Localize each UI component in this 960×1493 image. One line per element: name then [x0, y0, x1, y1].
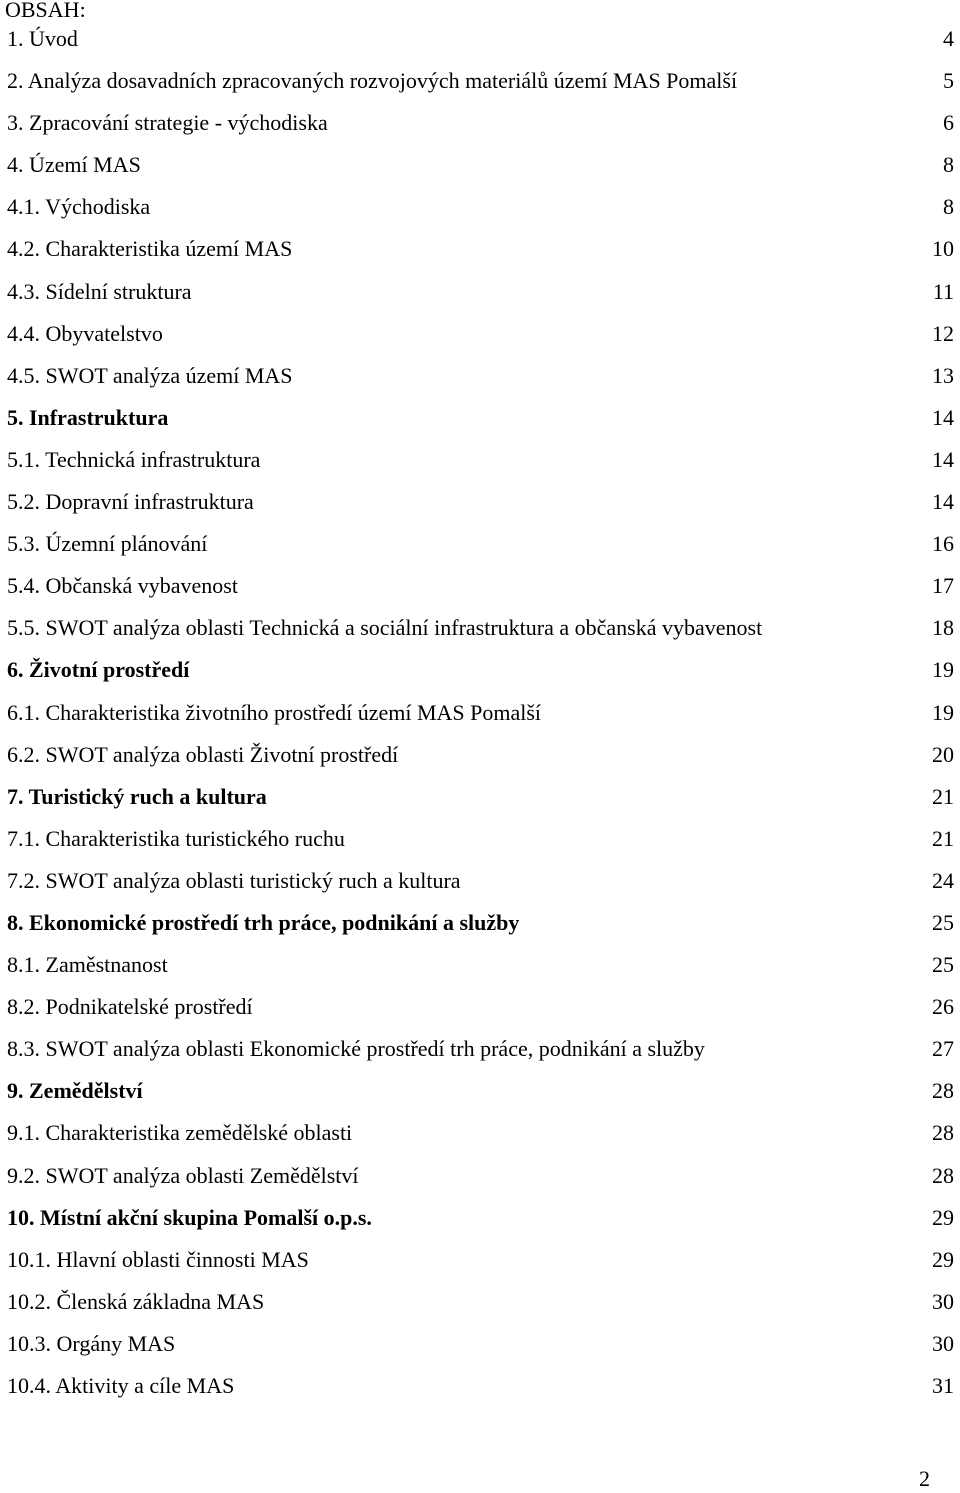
- toc-entry[interactable]: [0, 944, 960, 986]
- toc-entry-title: 4.3. Sídelní struktura: [7, 278, 192, 304]
- toc-entry-page-number: 17: [932, 573, 954, 599]
- toc-entry[interactable]: [0, 1028, 960, 1070]
- toc-entry-page-number: 29: [932, 1246, 954, 1272]
- footer-page-number: 2: [919, 1466, 930, 1491]
- toc-entry-title: 4.4. Obyvatelstvo: [7, 320, 163, 346]
- toc-entry-page-number: 28: [932, 1120, 954, 1146]
- toc-entry-page-number: 18: [932, 615, 954, 641]
- toc-entry-page-number: 5: [943, 68, 954, 94]
- toc-entry[interactable]: [0, 986, 960, 1028]
- toc-entry-title: 8. Ekonomické prostředí trh práce, podnikání a služby: [7, 909, 520, 935]
- toc-entry-title: 9.2. SWOT analýza oblasti Zemědělství: [7, 1162, 359, 1188]
- toc-entry-title: 7. Turistický ruch a kultura: [7, 783, 267, 809]
- toc-entry[interactable]: [0, 1281, 960, 1323]
- toc-entry-title: 3. Zpracování strategie - východiska: [7, 110, 328, 136]
- toc-entry-page-number: 8: [943, 152, 954, 178]
- toc-entry[interactable]: [0, 1070, 960, 1112]
- toc-entry[interactable]: [0, 1112, 960, 1154]
- toc-entry-page-number: 31: [932, 1373, 954, 1398]
- toc-entry[interactable]: [0, 1365, 960, 1407]
- toc-entry-title: 9. Zemědělství: [7, 1078, 143, 1104]
- toc-entry[interactable]: [0, 60, 960, 102]
- toc-entry[interactable]: [0, 1197, 960, 1239]
- toc-entry[interactable]: [0, 1323, 960, 1365]
- toc-entry[interactable]: [0, 186, 960, 228]
- toc-entry[interactable]: [0, 607, 960, 649]
- toc-entry-title: 5.2. Dopravní infrastruktura: [7, 489, 254, 515]
- toc-entry[interactable]: [0, 144, 960, 186]
- toc-entry-title: 10.4. Aktivity a cíle MAS: [7, 1373, 235, 1398]
- toc-entry[interactable]: [0, 1239, 960, 1281]
- toc-entry[interactable]: [0, 228, 960, 270]
- toc-entry-page-number: 19: [932, 657, 954, 683]
- toc-entry-title: 8.3. SWOT analýza oblasti Ekonomické prostředí trh práce, podnikání a služby: [7, 1036, 705, 1062]
- toc-entry-title: 2. Analýza dosavadních zpracovaných rozvojových materiálů území MAS Pomalší: [7, 68, 738, 94]
- toc-entry-title: 6. Životní prostředí: [7, 657, 190, 683]
- toc-entry-page-number: 12: [932, 320, 954, 346]
- toc-entry[interactable]: [0, 776, 960, 818]
- toc-entry-title: 8.2. Podnikatelské prostředí: [7, 994, 253, 1020]
- toc-entry-page-number: 14: [932, 404, 954, 430]
- toc-entry-title: 5.5. SWOT analýza oblasti Technická a sociální infrastruktura a občanská vybavenost: [7, 615, 763, 641]
- toc-entry-page-number: 11: [932, 278, 954, 304]
- toc-entry-title: 5.1. Technická infrastruktura: [7, 446, 261, 472]
- toc-entry[interactable]: [0, 397, 960, 439]
- toc-entry-title: 9.1. Charakteristika zemědělské oblasti: [7, 1120, 353, 1146]
- toc-entry[interactable]: [0, 860, 960, 902]
- toc-entry-page-number: 28: [932, 1162, 954, 1188]
- toc-entry-title: 4. Území MAS: [7, 152, 141, 178]
- toc-entry[interactable]: [0, 439, 960, 481]
- toc-entry-title: 10.2. Členská základna MAS: [7, 1288, 265, 1314]
- toc-entry-page-number: 30: [932, 1288, 954, 1314]
- toc-entry-page-number: 10: [932, 236, 954, 262]
- toc-entry-title: 1. Úvod: [7, 26, 78, 51]
- toc-entry[interactable]: [0, 818, 960, 860]
- toc-entry-title: 5.3. Územní plánování: [7, 531, 208, 557]
- toc-entry-title: 6.2. SWOT analýza oblasti Životní prostředí: [7, 741, 399, 767]
- table-of-contents: [0, 18, 960, 1407]
- toc-entry-page-number: 21: [932, 825, 954, 851]
- toc-entry[interactable]: [0, 734, 960, 776]
- toc-entry[interactable]: [0, 565, 960, 607]
- toc-entry-title: 5. Infrastruktura: [7, 404, 169, 430]
- toc-entry[interactable]: [0, 102, 960, 144]
- toc-entry-page-number: 21: [932, 783, 954, 809]
- toc-entry-page-number: 28: [932, 1078, 954, 1104]
- toc-entry-page-number: 24: [932, 867, 954, 893]
- toc-entry-title: 10. Místní akční skupina Pomalší o.p.s.: [7, 1204, 372, 1230]
- toc-entry-title: 10.3. Orgány MAS: [7, 1330, 176, 1356]
- toc-entry-page-number: 30: [932, 1330, 954, 1356]
- toc-entry-page-number: 27: [932, 1036, 954, 1062]
- toc-entry[interactable]: [0, 649, 960, 691]
- toc-entry-title: 7.2. SWOT analýza oblasti turistický ruch a kultura: [7, 867, 461, 893]
- toc-entry[interactable]: [0, 1155, 960, 1197]
- toc-entry-page-number: 25: [932, 952, 954, 978]
- toc-entry-title: 5.4. Občanská vybavenost: [7, 573, 238, 599]
- toc-entry[interactable]: [0, 692, 960, 734]
- toc-entry-page-number: 25: [932, 909, 954, 935]
- toc-entry-page-number: 8: [943, 194, 954, 220]
- toc-entry[interactable]: [0, 355, 960, 397]
- toc-entry-page-number: 14: [932, 489, 954, 515]
- toc-entry-page-number: 14: [932, 446, 954, 472]
- toc-entry[interactable]: [0, 481, 960, 523]
- toc-entry[interactable]: [0, 313, 960, 355]
- toc-entry[interactable]: [0, 271, 960, 313]
- toc-entry-page-number: 6: [943, 110, 954, 136]
- toc-entry-title: 10.1. Hlavní oblasti činnosti MAS: [7, 1246, 309, 1272]
- toc-entry-page-number: 19: [932, 699, 954, 725]
- toc-entry-title: 4.5. SWOT analýza území MAS: [7, 362, 293, 388]
- toc-entry-title: 8.1. Zaměstnanost: [7, 952, 168, 978]
- toc-entry-title: 4.1. Východiska: [7, 194, 151, 220]
- toc-entry[interactable]: [0, 523, 960, 565]
- toc-entry-page-number: 13: [932, 362, 954, 388]
- toc-entry-page-number: 26: [932, 994, 954, 1020]
- toc-entry-title: 4.2. Charakteristika území MAS: [7, 236, 293, 262]
- toc-heading: OBSAH:: [5, 0, 86, 22]
- toc-entry-page-number: 4: [943, 26, 954, 51]
- toc-entry-page-number: 16: [932, 531, 954, 557]
- toc-entry-page-number: 29: [932, 1204, 954, 1230]
- toc-entry-title: 6.1. Charakteristika životního prostředí území MAS Pomalší: [7, 699, 542, 725]
- toc-entry[interactable]: [0, 902, 960, 944]
- toc-entry-page-number: 20: [932, 741, 954, 767]
- toc-entry-title: 7.1. Charakteristika turistického ruchu: [7, 825, 345, 851]
- toc-entry[interactable]: [0, 18, 960, 60]
